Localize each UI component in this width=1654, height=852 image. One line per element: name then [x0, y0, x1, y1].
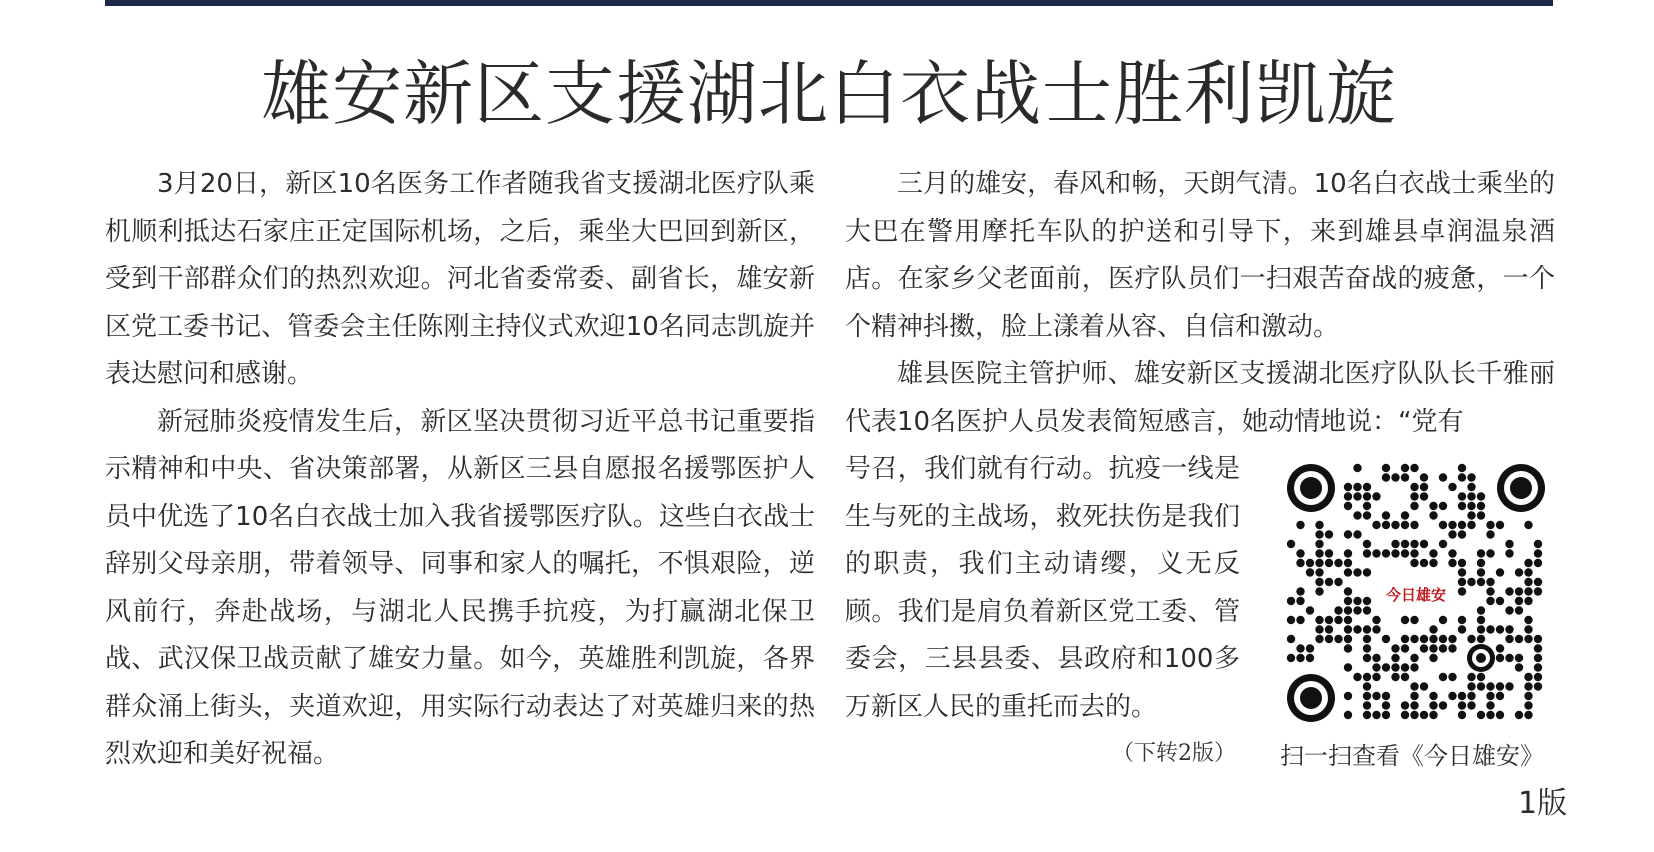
- qr-alignment: [1467, 644, 1495, 672]
- qr-finder-top-left: [1287, 464, 1335, 512]
- qr-code[interactable]: [1285, 462, 1547, 724]
- qr-code-icon: [1285, 462, 1547, 724]
- continued-note: （下转2版）: [1112, 741, 1236, 766]
- right-column-narrow: [845, 446, 1240, 731]
- right-paragraph-1: 三月的雄安，春风和畅，天朗气清。10名白衣战士乘坐的大巴在警用摩托车队的护送和引导下，来到雄县卓润温泉酒店。在家乡父老面前，医疗队员们一扫艰苦奋战的疲惫，一个个精神抖擞，脸上漾着从容、自信和激动。: [845, 169, 1555, 342]
- qr-finder-bottom-left: [1287, 674, 1335, 722]
- right-column: [845, 161, 1555, 446]
- left-paragraph-1: 3月20日，新区10名医务工作者随我省支援湖北医疗队乘机顺利抵达石家庄正定国际机场，之后，乘坐大巴回到新区，受到干部群众们的热烈欢迎。河北省委常委、副省长，雄安新区党工委书记、管委会主任陈刚主持仪式欢迎10名同志凯旋并表达慰问和感谢。: [105, 169, 815, 389]
- qr-finder-top-right: [1497, 464, 1545, 512]
- left-column: [105, 161, 815, 779]
- headline: 雄安新区支援湖北白衣战士胜利凯旋: [261, 53, 1397, 135]
- qr-center-label: 今日雄安: [1385, 586, 1447, 604]
- top-rule: [105, 0, 1553, 6]
- right-paragraph-2: 雄县医院主管护师、雄安新区支援湖北医疗队队长千雅丽代表10名医护人员发表简短感言，她动情地说：“党有: [845, 359, 1555, 437]
- qr-caption: 扫一扫查看《今日雄安》: [1280, 742, 1544, 770]
- right-paragraph-3: 号召，我们就有行动。抗疫一线是生与死的主战场，救死扶伤是我们的职责，我们主动请缨，义无反顾。我们是肩负着新区党工委、管委会，三县县委、县政府和100多万新区人民的重托而去的。: [845, 454, 1240, 722]
- left-paragraph-2: 新冠肺炎疫情发生后，新区坚决贯彻习近平总书记重要指示精神和中央、省决策部署，从新区三县自愿报名援鄂医护人员中优选了10名白衣战士加入我省援鄂医疗队。这些白衣战士辞别父母亲朋，带着领导、同事和家人的嘱托，不惧艰险，逆风前行，奔赴战场，与湖北人民携手抗疫，为打赢湖北保卫战、武汉保卫战贡献了雄安力量。如今，英雄胜利凯旋，各界群众涌上街头，夹道欢迎，用实际行动表达了对英雄归来的热烈欢迎和美好祝福。: [105, 406, 815, 769]
- page-number: 1版: [1518, 786, 1568, 821]
